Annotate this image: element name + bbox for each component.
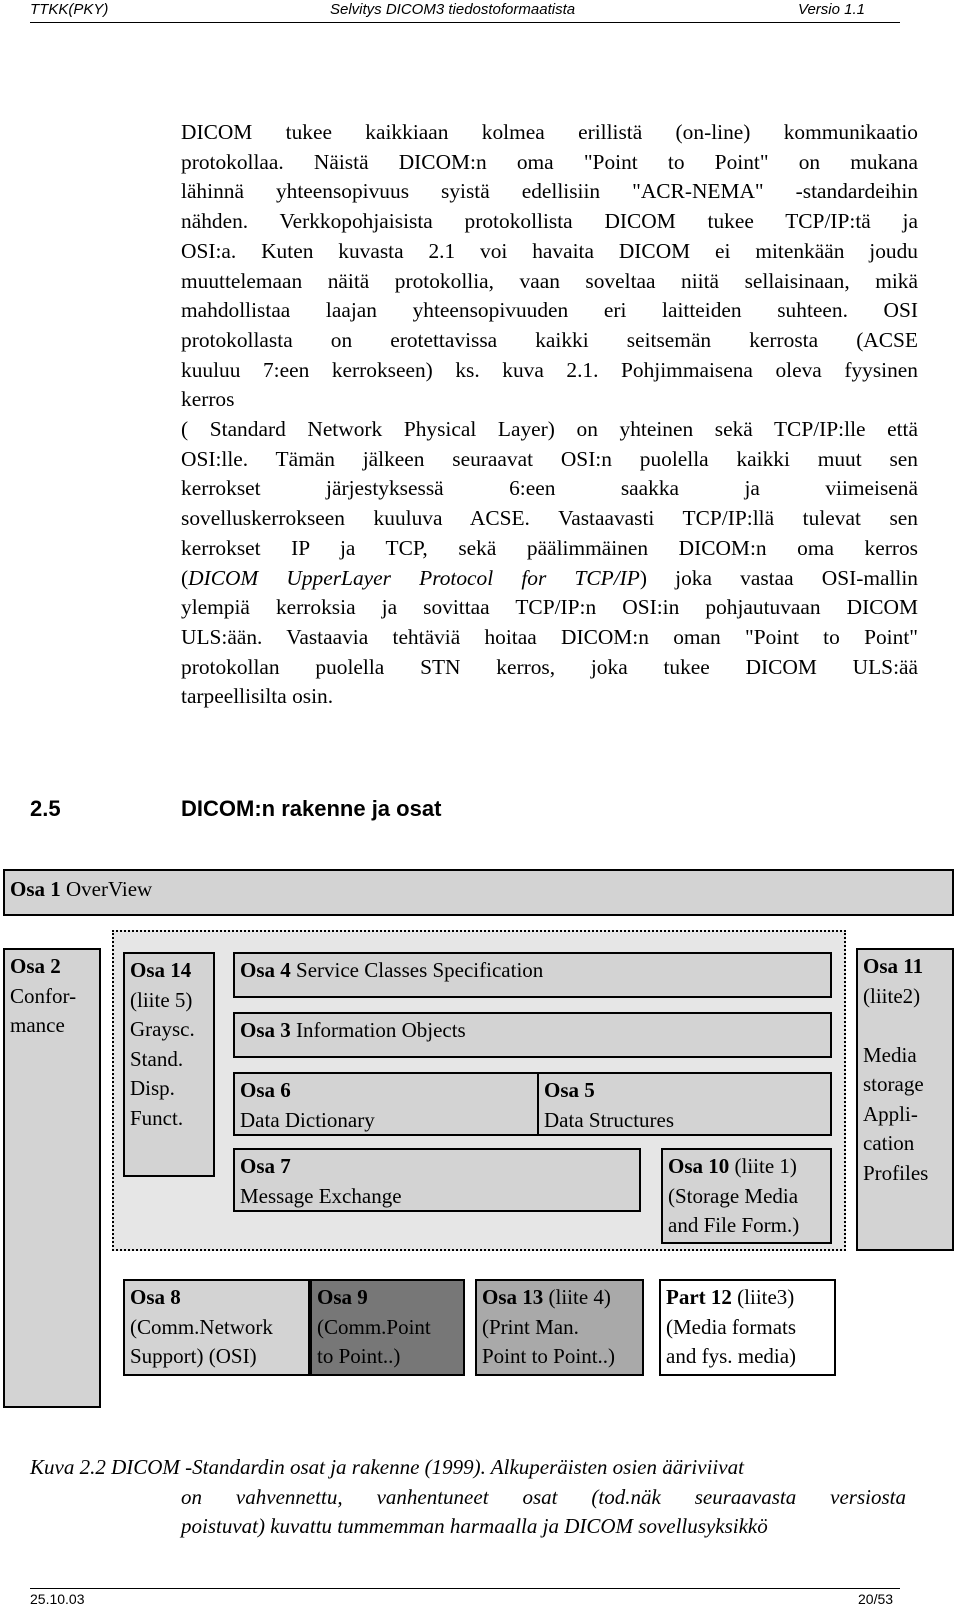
body-paragraph (181, 118, 918, 712)
osa7-title: Osa 7 (240, 1154, 291, 1178)
body-line: mahdollistaa laajan yhteensopivuuden eri laitteiden suhteen. OSI (181, 298, 918, 323)
part12-box (659, 1279, 836, 1376)
osa11-label: (liite2) Media storage Appli- cation Profiles (863, 983, 929, 1185)
body-line: protokollan puolella STN kerros, joka tukee DICOM ULS:ää (181, 654, 918, 679)
osa10-title: Osa 10 (668, 1154, 730, 1178)
osa1-label: OverView (60, 877, 153, 901)
body-line: ( Standard Network Physical Layer) on yhteinen sekä TCP/IP:lle että (181, 417, 918, 442)
footer-rule (30, 1588, 900, 1589)
body-line: tarpeellisilta osin. (181, 684, 334, 709)
osa14-box (123, 952, 215, 1177)
osa3-label: Information Objects (290, 1018, 466, 1042)
body-line: protokollaa. Näistä DICOM:n oma "Point to Point" on mukana (181, 149, 918, 174)
osa8-label: (Comm.Network Support) (OSI) (130, 1314, 273, 1368)
caption-line: on vahvennettu, vanhentuneet osat (tod.näk seuraavasta versiosta (181, 1484, 906, 1509)
osa6-title: Osa 6 (240, 1078, 291, 1102)
body-line: OSI:a. Kuten kuvasta 2.1 voi havaita DICOM ei mitenkään joudu (181, 238, 918, 263)
header-right: Versio 1.1 (798, 1, 865, 18)
body-line (181, 564, 918, 594)
osa4-box (233, 952, 832, 998)
osa8-title: Osa 8 (130, 1285, 181, 1309)
body-line: nähden. Verkkopohjaisista protokollista DICOM tukee TCP/IP:tä ja (181, 209, 918, 234)
section-title: DICOM:n rakenne ja osat (181, 796, 442, 821)
body-line: kerros (181, 387, 235, 412)
osa7-label: Message Exchange (240, 1183, 402, 1208)
page-header (0, 0, 960, 22)
osa8-box (123, 1279, 310, 1376)
osa5-label: Data Structures (544, 1107, 675, 1132)
footer-date: 25.10.03 (30, 1591, 85, 1607)
part12-title: Part 12 (666, 1285, 732, 1309)
osa3-box (233, 1012, 832, 1058)
osa9-label: (Comm.Point to Point..) (317, 1314, 431, 1368)
footer-page: 20/53 (858, 1591, 894, 1607)
osa1-box (3, 869, 954, 916)
body-line: kerrokset IP ja TCP, sekä päälimmäinen DICOM:n oma kerros (181, 535, 918, 560)
osa6-label: Data Dictionary (240, 1107, 375, 1132)
osa13-box (475, 1279, 644, 1376)
osa3-title: Osa 3 (240, 1018, 291, 1042)
section-number: 2.5 (30, 796, 61, 821)
body-line: kuuluu 7:een kerrokseen) ks. kuva 2.1. Pohjimmaisena oleva fyysinen (181, 357, 918, 382)
header-center: Selvitys DICOM3 tiedostoformaatista (330, 1, 576, 18)
part12-label: (liite3) (Media formats and fys. media) (666, 1285, 797, 1368)
body-line: kerrokset järjestyksessä 6:een saakka ja viimeisenä (181, 476, 918, 501)
body-line: muuttelemaan näitä protokollia, vaan soveltaa niitä sellaisinaan, mikä (181, 268, 918, 293)
body-line: ylempiä kerroksia ja sovittaa TCP/IP:n OSI:in pohjautuvaan DICOM (181, 595, 918, 620)
osa9-box (310, 1279, 465, 1376)
body-line: OSI:lle. Tämän jälkeen seuraavat OSI:n puolella kaikki muut sen (181, 446, 918, 471)
header-rule (30, 22, 900, 23)
figure-caption (30, 1453, 906, 1542)
caption-line: poistuvat) kuvattu tummemman harmaalla ja DICOM sovellusyksikkö (181, 1514, 768, 1538)
osa2-title: Osa 2 (10, 954, 61, 978)
body-line: ULS:ään. Vastaavia tehtäviä hoitaa DICOM:n oman "Point to Point" (181, 624, 918, 649)
osa4-title: Osa 4 (240, 958, 291, 982)
osa5-title: Osa 5 (544, 1078, 595, 1102)
osa14-label: (liite 5) Graysc. Stand. Disp. Funct. (130, 987, 195, 1130)
osa10-box (661, 1148, 832, 1244)
body-line: DICOM tukee kaikkiaan kolmea erillistä (on-line) kommunikaatio (181, 120, 918, 144)
osa11-box (856, 948, 954, 1251)
osa10-label: (liite 1) (Storage Media and File Form.) (668, 1154, 800, 1237)
body-line: sovelluskerrokseen kuuluva ACSE. Vastaavasti TCP/IP:llä tulevat sen (181, 506, 918, 531)
body-line-italic-part: (DICOM UpperLayer Protocol for TCP/IP) joka vastaa OSI-mallin (181, 565, 919, 590)
osa13-label: (liite 4) (Print Man. Point to Point..) (482, 1285, 616, 1368)
header-left: TTKK(PKY) (30, 1, 109, 18)
osa4-label: Service Classes Specification (290, 958, 544, 982)
osa5-box (537, 1072, 832, 1136)
osa7-box (233, 1148, 641, 1212)
body-line: lähinnä yhteensopivuus syistä edellisiin "ACR-NEMA" -standardeihin (181, 179, 918, 204)
caption-line: Kuva 2.2 DICOM -Standardin osat ja rakenne (1999). Alkuperäisten osien ääriviivat (30, 1455, 744, 1479)
osa11-title: Osa 11 (863, 954, 924, 978)
body-line: protokollasta on erotettavissa kaikki seitsemän kerrosta (ACSE (181, 327, 918, 352)
osa6-box (233, 1072, 539, 1136)
osa2-box (3, 948, 101, 1408)
osa13-title: Osa 13 (482, 1285, 544, 1309)
osa14-title: Osa 14 (130, 958, 192, 982)
osa2-label: Confor- mance (10, 983, 77, 1037)
osa9-title: Osa 9 (317, 1285, 368, 1309)
osa1-title: Osa 1 (10, 877, 61, 901)
